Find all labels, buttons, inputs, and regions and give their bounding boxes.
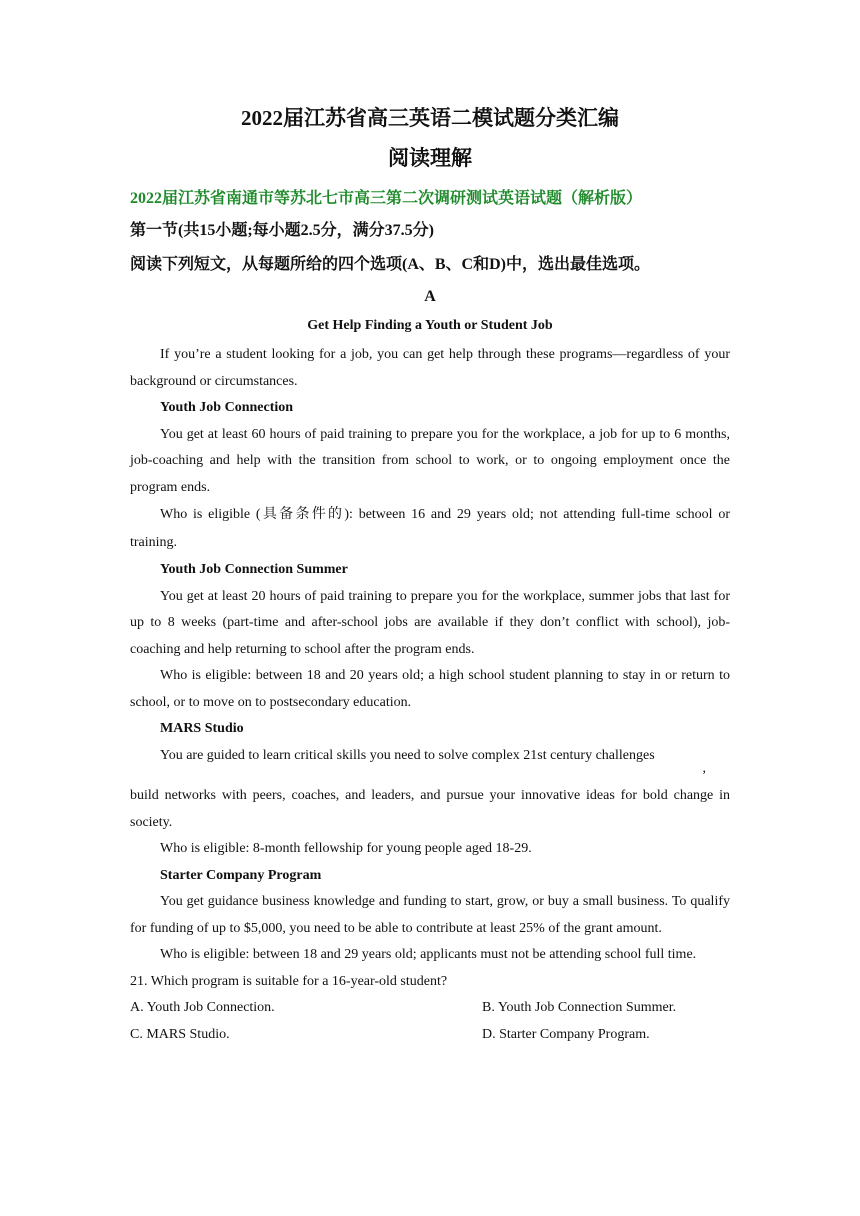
passage-title: Get Help Finding a Youth or Student Job [307,318,553,333]
program-description-line1: You are guided to learn critical skills you need to solve complex 21st century challenges [160,747,655,763]
program-heading: Youth Job Connection Summer [160,562,348,577]
document-subtitle: 阅读理解 [388,146,472,170]
program-eligibility: Who is eligible: between 18 and 29 years old; applicants must not be attending school full time. [160,947,697,962]
question-stem: 21. Which program is suitable for a 16-year-old student? [130,973,448,989]
exam-source: 2022届江苏省南通市等苏北七市高三第二次调研测试英语试题（解析版） [130,190,643,207]
program-heading: Starter Company Program [160,867,322,883]
program-description: You get guidance business knowledge and funding to start, grow, or buy a small business. To qualify for funding of up to $5,000, you need to be able to contribute at least 25% of the grant amount. [130,894,730,936]
option-d: D. Starter Company Program. [482,1026,650,1042]
program-eligibility: Who is eligible: 8-month fellowship for young people aged 18-29. [160,841,532,856]
instructions: 阅读下列短文，从每题所给的四个选项(A、B、C和D)中，选出最佳选项。 [130,256,650,273]
passage-letter: A [424,288,436,305]
option-c: C. MARS Studio. [130,1026,230,1042]
stray-comma: , [702,761,706,776]
program-description-rest: build networks with peers, coaches, and leaders, and pursue your innovative ideas for bold change in society. [130,788,730,830]
passage-intro: If you’re a student looking for a job, you can get help through these programs—regardless of your background or circumstances. [130,347,730,389]
program-eligibility: Who is eligible: between 18 and 20 years old; a high school student planning to stay in or return to school, or to move on to postsecondary education. [130,668,730,710]
program-eligibility: Who is eligible (具备条件的): between 16 and 29 years old; not attending full-time school or training. [130,507,730,550]
program-heading: MARS Studio [160,721,244,736]
program-description: You get at least 60 hours of paid training to prepare you for the workplace, a job for up to 6 months, job-coaching and help with the transition from school to work, or to ongoing employment once the program ends. [130,426,730,495]
answer-options [130,995,730,1048]
option-a: A. Youth Job Connection. [130,1000,275,1015]
program-heading: Youth Job Connection [160,400,294,415]
section-header: 第一节(共15小题;每小题2.5分，满分37.5分) [130,222,434,239]
document-title: 2022届江苏省高三英语二模试题分类汇编 [241,106,619,130]
program-description: You get at least 20 hours of paid training to prepare you for the workplace, summer jobs that last for up to 8 weeks (part-time and after-school jobs are available if they don’t conflict with school), job-coaching and help returning to school after the program ends. [130,588,730,657]
option-b: B. Youth Job Connection Summer. [482,1000,677,1015]
